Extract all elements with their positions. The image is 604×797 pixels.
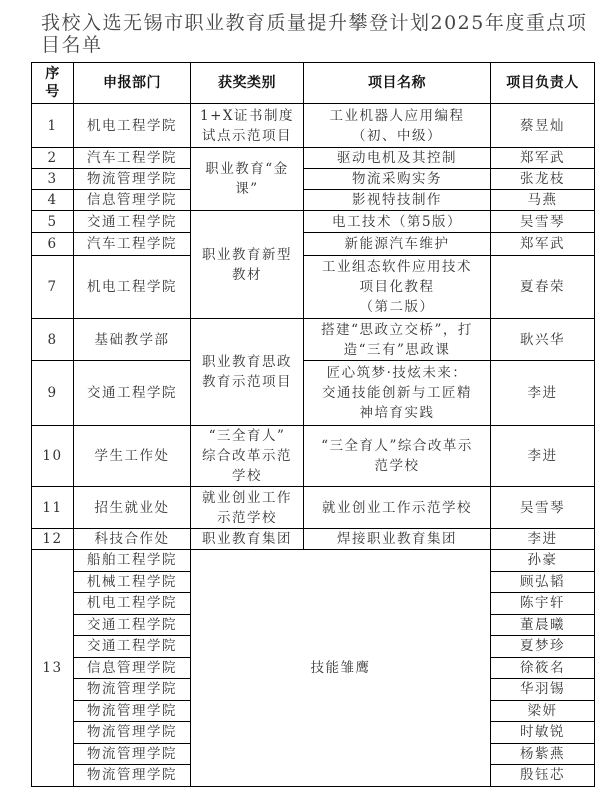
award-category-cell: 1+X证书制度 试点示范项目 [191, 104, 304, 148]
table-row [32, 361, 595, 426]
project-name-cell: 新能源汽车维护 [304, 233, 491, 256]
row-number: 4 [32, 190, 74, 211]
project-lead-cell: 李进 [491, 529, 595, 550]
department-cell: 机电工程学院 [74, 593, 191, 615]
row-number: 8 [32, 319, 74, 361]
award-category-cell: 职业教育集团 [191, 529, 304, 550]
award-category-cell: 技能雏鹰 [191, 550, 491, 787]
row-number: 7 [32, 256, 74, 319]
department-cell: 汽车工程学院 [74, 148, 191, 169]
project-lead-cell: 华羽锡 [491, 679, 595, 701]
row-number: 2 [32, 148, 74, 169]
department-cell: 物流管理学院 [74, 765, 191, 787]
department-cell: 交通工程学院 [74, 211, 191, 233]
award-category-cell: “三全育人” 综合改革示范 学校 [191, 426, 304, 487]
department-cell: 机电工程学院 [74, 104, 191, 148]
project-name-cell: 工业机器人应用编程 （初、中级） [304, 104, 491, 148]
project-lead-cell: 顾弘韬 [491, 571, 595, 593]
project-lead-cell: 张龙枝 [491, 169, 595, 190]
department-cell: 交通工程学院 [74, 361, 191, 426]
row-number: 9 [32, 361, 74, 426]
project-lead-cell: 董晨曦 [491, 614, 595, 636]
project-name-cell: “三全育人”综合改革示 范学校 [304, 426, 491, 487]
table-row [32, 190, 595, 211]
project-name-cell: 影视特技制作 [304, 190, 491, 211]
header-department: 申报部门 [74, 63, 191, 104]
department-cell: 信息管理学院 [74, 657, 191, 679]
table-header-row [32, 63, 595, 104]
project-lead-cell: 李进 [491, 361, 595, 426]
department-cell: 学生工作处 [74, 426, 191, 487]
project-lead-cell: 梁妍 [491, 700, 595, 722]
row-number: 13 [32, 550, 74, 787]
table-row [32, 211, 595, 233]
project-lead-cell: 耿兴华 [491, 319, 595, 361]
department-cell: 物流管理学院 [74, 679, 191, 701]
row-number: 11 [32, 487, 74, 529]
table-row [32, 319, 595, 361]
award-category-cell: 职业教育“金 课” [191, 148, 304, 211]
project-list-table [31, 62, 595, 787]
project-lead-cell: 郑军武 [491, 148, 595, 169]
department-cell: 物流管理学院 [74, 169, 191, 190]
award-category-cell: 职业教育思政 教育示范项目 [191, 319, 304, 426]
award-category-cell: 就业创业工作 示范学校 [191, 487, 304, 529]
project-name-cell: 匠心筑梦·技炫未来： 交通技能创新与工匠精 神培育实践 [304, 361, 491, 426]
project-name-cell: 搭建“思政立交桥”，打 造“三有”思政课 [304, 319, 491, 361]
department-cell: 物流管理学院 [74, 743, 191, 765]
project-lead-cell: 徐筱名 [491, 657, 595, 679]
project-name-cell: 驱动电机及其控制 [304, 148, 491, 169]
department-cell: 信息管理学院 [74, 190, 191, 211]
department-cell: 科技合作处 [74, 529, 191, 550]
row-number: 5 [32, 211, 74, 233]
header-project-lead: 项目负责人 [491, 63, 595, 104]
document-title: 我校入选无锡市职业教育质量提升攀登计划2025年度重点项目名单 [41, 12, 588, 56]
table-row [32, 169, 595, 190]
table-row [32, 256, 595, 319]
table-row [32, 550, 595, 572]
department-cell: 招生就业处 [74, 487, 191, 529]
department-cell: 交通工程学院 [74, 614, 191, 636]
department-cell: 机电工程学院 [74, 256, 191, 319]
project-lead-cell: 蔡昱灿 [491, 104, 595, 148]
project-lead-cell: 孙豪 [491, 550, 595, 572]
table-row [32, 426, 595, 487]
table-row [32, 148, 595, 169]
project-lead-cell: 吴雪琴 [491, 487, 595, 529]
project-name-cell: 物流采购实务 [304, 169, 491, 190]
project-name-cell: 就业创业工作示范学校 [304, 487, 491, 529]
header-award-category: 获奖类别 [191, 63, 304, 104]
project-lead-cell: 夏梦珍 [491, 636, 595, 658]
award-category-cell: 职业教育新型 教材 [191, 211, 304, 319]
project-lead-cell: 夏春荣 [491, 256, 595, 319]
row-number: 10 [32, 426, 74, 487]
project-lead-cell: 时敏锐 [491, 722, 595, 744]
table-row [32, 233, 595, 256]
table-row [32, 487, 595, 529]
project-name-cell: 电工技术（第5版） [304, 211, 491, 233]
row-number: 3 [32, 169, 74, 190]
project-name-cell: 工业组态软件应用技术 项目化教程 （第二版） [304, 256, 491, 319]
row-number: 1 [32, 104, 74, 148]
project-lead-cell: 郑军武 [491, 233, 595, 256]
project-lead-cell: 马燕 [491, 190, 595, 211]
row-number: 12 [32, 529, 74, 550]
department-cell: 物流管理学院 [74, 700, 191, 722]
department-cell: 汽车工程学院 [74, 233, 191, 256]
header-number: 序 号 [32, 63, 74, 104]
department-cell: 交通工程学院 [74, 636, 191, 658]
row-number: 6 [32, 233, 74, 256]
project-lead-cell: 李进 [491, 426, 595, 487]
project-lead-cell: 吴雪琴 [491, 211, 595, 233]
department-cell: 基础教学部 [74, 319, 191, 361]
department-cell: 物流管理学院 [74, 722, 191, 744]
header-project-name: 项目名称 [304, 63, 491, 104]
project-lead-cell: 殷钰芯 [491, 765, 595, 787]
table-row [32, 529, 595, 550]
project-lead-cell: 杨紫燕 [491, 743, 595, 765]
department-cell: 船舶工程学院 [74, 550, 191, 572]
table-row [32, 104, 595, 148]
project-name-cell: 焊接职业教育集团 [304, 529, 491, 550]
project-lead-cell: 陈宇轩 [491, 593, 595, 615]
department-cell: 机械工程学院 [74, 571, 191, 593]
